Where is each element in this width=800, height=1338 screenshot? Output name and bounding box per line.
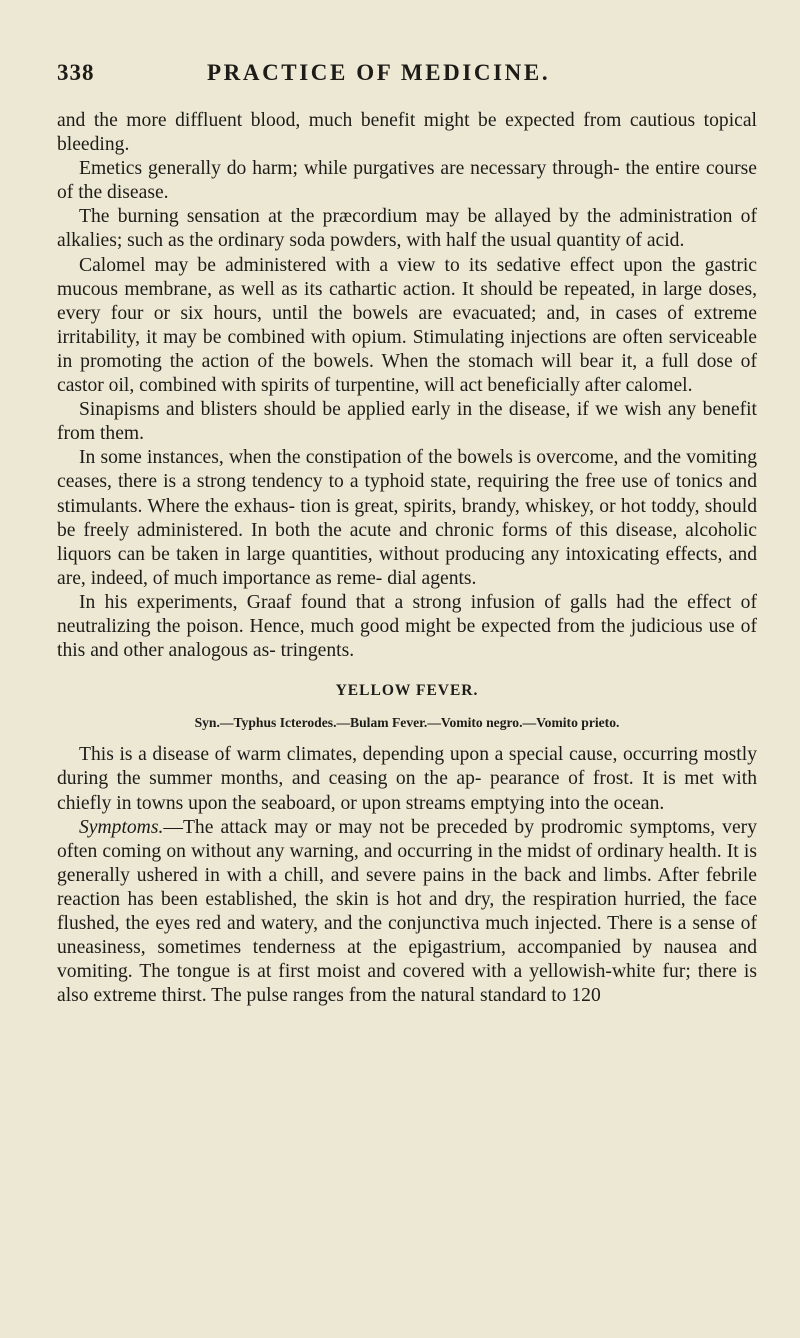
paragraph-typhoid-state: In some instances, when the constipation of the bowels is overcome, and the vomiting ceases, there is a strong tendency to a typhoid state, requiring the free use of tonics and stimulants. Where the exhaus- tion is great, spirits, brandy, whiskey, or hot toddy, should be freely administered. In both the acute and chronic forms of this disease, alcoholic liquors can be taken in large quantities, without producing any intoxicating effects, and are, indeed, of much importance as reme- dial agents. (57, 447, 757, 589)
synonyms-line: Syn.—Typhus Icterodes.—Bulam Fever.—Vomito negro.—Vomito prieto. (194, 715, 620, 731)
paragraph-diffluent-blood: and the more diffluent blood, much benefit might be expected from cautious topical bleeding. (57, 110, 757, 156)
paragraph-burning-sensation: The burning sensation at the præcordium may be allayed by the administration of alkalies; such as the ordinary soda powders, with half the usual quantity of acid. (57, 206, 757, 252)
paragraph-yellow-fever-intro: This is a disease of warm climates, depending upon a special cause, occurring mostly during the summer months, and ceasing on the ap- pearance of frost. It is met with chiefly in towns upon the seaboard, or upon streams emptying into the ocean. (57, 744, 757, 814)
paragraph-calomel: Calomel may be administered with a view to its sedative effect upon the gastric mucous membrane, as well as its cathartic action. It should be repeated, in large doses, every four or six hours, until the bowels are evacuated; and, in cases of extreme irritability, it may be combined with opium. Stimulating injections are often serviceable in promoting the action of the bowels. When the stomach will bear it, a full dose of castor oil, combined with spirits of turpentine, will act beneficially after calomel. (57, 254, 757, 397)
paragraph-symptoms (57, 816, 757, 1009)
page-number: 338 (57, 60, 95, 85)
page-header (57, 60, 757, 90)
paragraph-sinapisms: Sinapisms and blisters should be applied early in the disease, if we wish any benefit from them. (57, 399, 757, 445)
section-title-yellow-fever: YELLOW FEVER. (335, 682, 479, 700)
paragraph-emetics: Emetics generally do harm; while purgatives are necessary through- the entire course of the disease. (57, 158, 757, 204)
page-body (57, 109, 757, 1008)
symptoms-label: Symptoms. (79, 816, 164, 838)
paragraph-graaf-experiments: In his experiments, Graaf found that a strong infusion of galls had the effect of neutralizing the poison. Hence, much good might be expected from the judicious use of this and other analogous as- tringents. (57, 591, 757, 662)
symptoms-text: —The attack may or may not be preceded by prodromic symptoms, very often coming on without any warning, and occurring in the midst of ordinary health. It is generally ushered in with a chill, and severe pains in the back and limbs. After febrile reaction has been established, the skin is hot and dry, the respiration hurried, the face flushed, the eyes red and watery, and the conjunctiva much injected. There is a sense of uneasiness, sometimes tenderness at the epigastrium, accompanied by nausea and vomiting. The tongue is at first moist and covered with a yellowish-white fur; there is also extreme thirst. The pulse ranges from the natural standard to 120 (57, 816, 757, 1007)
running-head: PRACTICE OF MEDICINE. (207, 60, 551, 85)
